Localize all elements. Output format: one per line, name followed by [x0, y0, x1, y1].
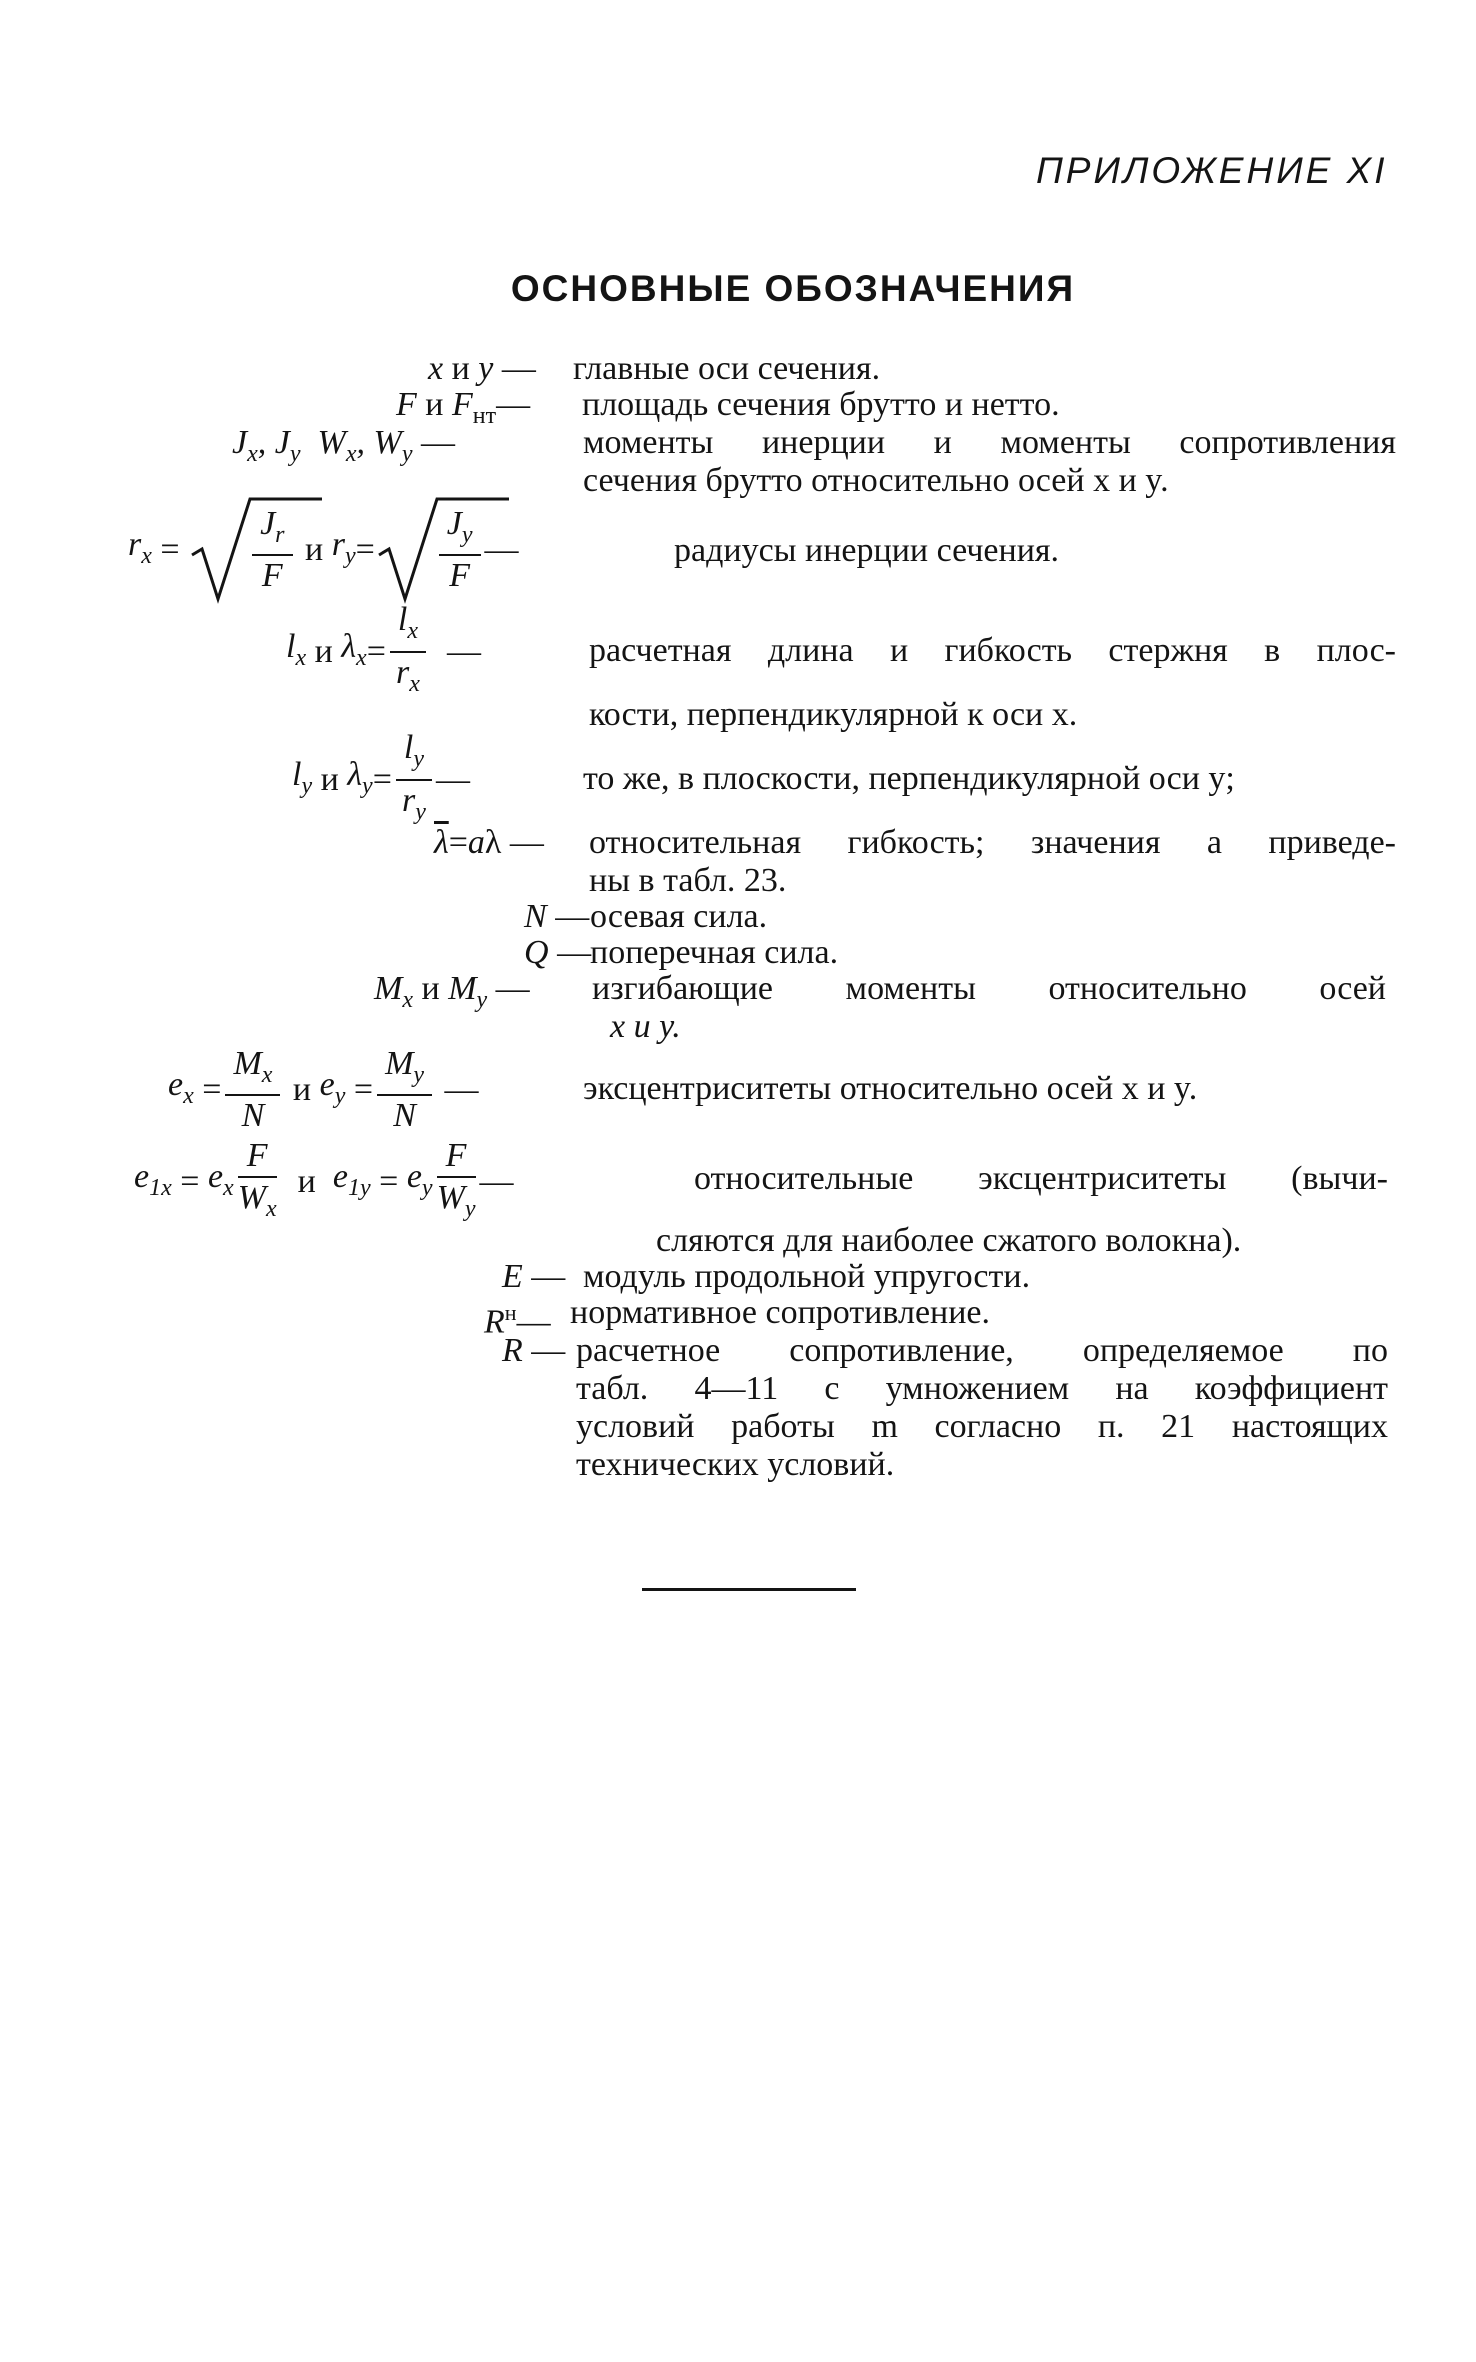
entry-lx-desc-1: расчетная длина и гибкость стержня в плос-	[589, 632, 1396, 669]
page-title: ОСНОВНЫЕ ОБОЗНАЧЕНИЯ	[510, 268, 1076, 309]
entry-axes-desc: главные оси сечения.	[573, 350, 881, 387]
entry-lambda-desc-1: относительная гибкость; значения a приведе-	[589, 824, 1396, 861]
entry-design-desc-3: условий работы m согласно п. 21 настоящих	[576, 1408, 1388, 1445]
entry-shear-force-symbol: Q —	[524, 934, 592, 971]
entry-design-desc-4: технических условий.	[576, 1446, 895, 1483]
appendix-heading: ПРИЛОЖЕНИЕ XI	[1036, 150, 1388, 191]
entry-moments-desc-1: моменты инерции и моменты сопротивления	[583, 424, 1396, 461]
entry-lambda-symbol: $\overline{\lambda}=a\lambda$ —	[434, 824, 544, 861]
entry-design-symbol: R —	[502, 1332, 566, 1369]
entry-axial-force-symbol: N —	[524, 898, 590, 935]
entry-modulus-symbol: E —	[502, 1258, 566, 1295]
entry-area-desc: площадь сечения брутто и нетто.	[582, 386, 1060, 423]
entry-axial-force-desc: осевая сила.	[590, 898, 768, 935]
entry-design-desc-1: расчетное сопротивление, определяемое по	[576, 1332, 1388, 1369]
entry-bending-desc-2: x и y.	[610, 1008, 681, 1045]
entry-rel-ecc-desc-1: относительные эксцентриситеты (вычи-	[694, 1160, 1388, 1197]
entry-area-symbol: F и $F_{нт}—$	[396, 386, 531, 429]
entry-ly-desc: то же, в плоскости, перпендикулярной оси y;	[583, 760, 1235, 797]
entry-ly-formula: $l_y$ и $\lambda_y$ = $\frac{l_y}{r_y}$ —	[292, 729, 470, 825]
entry-ecc-formula: $e_x$ = $\frac{M_x}{N}$ и $e_y$ = $\frac{M_y}{N}$ —	[168, 1044, 479, 1135]
entry-lx-desc-2: кости, перпендикулярной к оси x.	[589, 696, 1078, 733]
entry-ecc-desc: эксцентриситеты относительно осей x и y.	[583, 1070, 1198, 1107]
entry-moments-desc-2: сечения брутто относительно осей x и y.	[583, 462, 1169, 499]
entry-moments-symbol: $J_x$, $J_y$ $W_x$, $W_y$ —	[232, 424, 455, 467]
entry-rel-ecc-desc-2: сляются для наиболее сжатого волокна).	[656, 1222, 1242, 1259]
entry-modulus-desc: модуль продольной упругости.	[583, 1258, 1031, 1295]
entry-lx-formula: $l_x$ и $\lambda_x$ = $\frac{l_x}{r_x}$ —	[286, 601, 481, 697]
end-divider	[642, 1588, 856, 1591]
entry-axes-symbol: x и y —	[428, 350, 536, 387]
entry-radius-desc: радиусы инерции сечения.	[674, 532, 1060, 569]
entry-design-desc-2: табл. 4—11 с умножением на коэффициент	[576, 1370, 1388, 1407]
sqrt-sign	[188, 495, 322, 605]
entry-normative-symbol: $R^н—$	[484, 1300, 551, 1341]
entry-bending-desc-1: изгибающие моменты относительно осей	[592, 970, 1386, 1007]
entry-normative-desc: нормативное сопротивление.	[570, 1294, 991, 1331]
entry-bending-symbol: $M_x$ и $M_y$ —	[374, 970, 530, 1013]
entry-shear-force-desc: поперечная сила.	[590, 934, 839, 971]
sqrt-sign	[375, 495, 509, 605]
entry-radius-formula: $r_x$ = $\frac{J_r}{F}$ и $r_y$ = $\frac{J_y}{F}$ —	[128, 494, 519, 606]
entry-rel-ecc-formula: $e_{1x}$ = $e_x$ $\frac{F}{W_x}$ и $e_{1y}$ = $e_y$ $\frac{F}{W_y}$ —	[134, 1136, 514, 1222]
entry-lambda-desc-2: ны в табл. 23.	[589, 862, 787, 899]
